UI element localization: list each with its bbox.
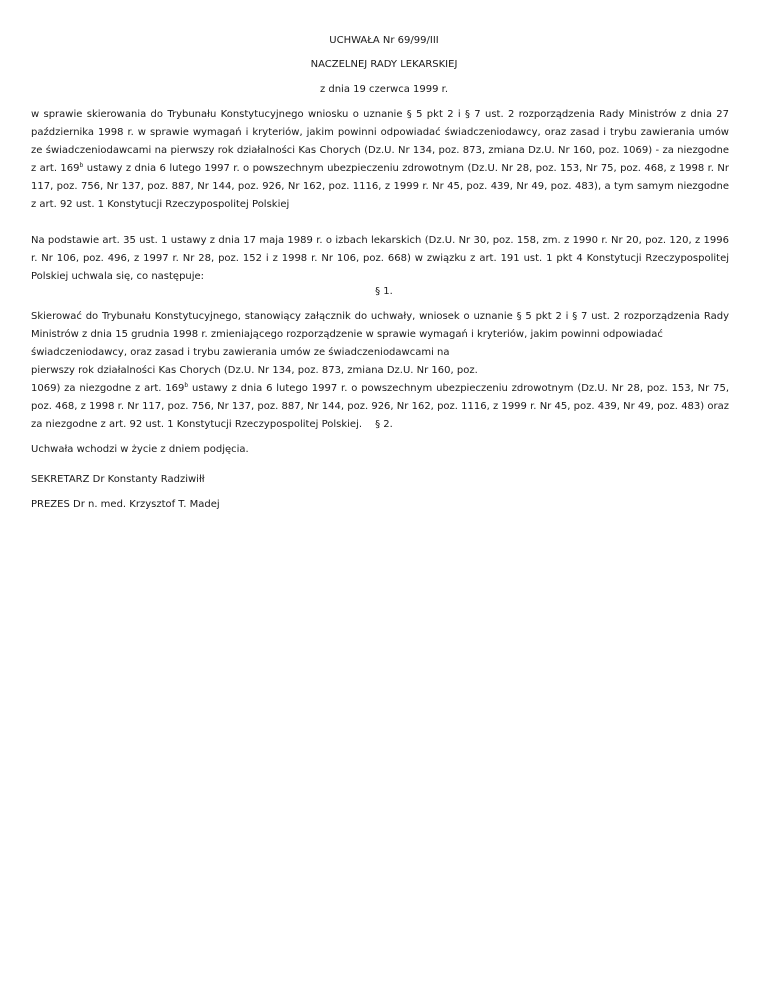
legal-basis-paragraph: Na podstawie art. 35 ust. 1 ustawy z dnia 17 maja 1989 r. o izbach lekarskich (Dz.U. Nr 30, poz. 158, zm. z 1990 r. Nr 20, poz. 120, z 1996 r. Nr 106, poz. 496, z 1997 r. Nr 28, poz. 152 i z 1998 r. Nr 106, poz. 668) w związku z art. 191 ust. 1 pkt 4 Konstytucji Rzeczypospolitej Polskiej uchwala się, co następuje: bbox=[31, 235, 729, 282]
section-1-line: pierwszy rok działalności Kas Chorych (Dz.U. Nr 134, poz. 873, zmiana Dz.U. Nr 160, poz. bbox=[31, 365, 478, 376]
subject-superscript: b bbox=[79, 162, 84, 169]
resolution-number: UCHWAŁA Nr 69/99/III bbox=[329, 35, 439, 46]
resolution-subject bbox=[31, 106, 729, 214]
subject-text-part2: ustawy z dnia 6 lutego 1997 r. o powszechnym ubezpieczeniu zdrowotnym (Dz.U. Nr 28, poz. 153, Nr 75, poz. 468, z 1998 r. Nr 117, poz. 756, Nr 137, poz. 887, Nr 144, poz. 926, Nr 162, poz. 1116, z 1999 r. Nr 45, poz. 439, Nr 49, poz. 483), a tym samym niezgodne z art. 92 ust. 1 Konstytucji Rzeczypospolitej Polskiej bbox=[31, 163, 729, 210]
secretary-signature: SEKRETARZ Dr Konstanty Radziwiłł bbox=[31, 474, 205, 485]
section-1-heading: § 1. bbox=[375, 286, 393, 297]
president-signature: PREZES Dr n. med. Krzysztof T. Madej bbox=[31, 499, 220, 510]
section-1-superscript: b bbox=[184, 382, 189, 389]
section-1-line: świadczeniodawcy, oraz zasad i trybu zawierania umów ze świadczeniodawcami na bbox=[31, 347, 450, 358]
resolution-date: z dnia 19 czerwca 1999 r. bbox=[319, 84, 449, 95]
issuing-body: NACZELNEJ RADY LEKARSKIEJ bbox=[310, 59, 458, 70]
section-1-text-part4a: 1069) za niezgodne z art. 169 bbox=[31, 383, 185, 394]
subject-text-part1: w sprawie skierowania do Trybunału Konstytucyjnego wniosku o uznanie § 5 pkt 2 i § 7 ust. 2 rozporządzenia Rady Ministrów z dnia 27 października 1998 r. w sprawie wymagań i kryteriów, jakim powinni odpowiadać świadczeniodawcy, oraz zasad i trybu zawierania umów ze świadczeniodawcami na pierwszy rok działalności Kas Chorych (Dz.U. Nr 134, poz. 873, zmiana Dz.U. Nr 160, poz. 1069) - za niezgodne z art. 169 bbox=[31, 109, 729, 174]
section-2-body: Uchwała wchodzi w życie z dniem podjęcia. bbox=[31, 444, 249, 455]
section-1-text-part4b: ustawy z dnia 6 lutego 1997 r. o powszechnym ubezpieczeniu zdrowotnym (Dz.U. Nr 28, poz. 153, Nr 75, poz. 468, z 1998 r. Nr 117, poz. 756, Nr 137, poz. 887, Nr 144, poz. 926, Nr 162, poz. 1116, z 1999 r. Nr 45, poz. 439, Nr 49, poz. 483) oraz za niezgodne z art. 92 ust. 1 Konstytucji Rzeczypospolitej Polskiej. bbox=[31, 383, 729, 430]
section-2-heading: § 2. bbox=[375, 419, 393, 430]
section-1-line: Skierować do Trybunału Konstytucyjnego, stanowiący załącznik do uchwały, wniosek o uznanie § 5 pkt 2 i § 7 ust. 2 rozporządzenia Rady Ministrów z dnia 15 grudnia 1998 r. zmieniającego rozporządzenie w sprawie wymagań i kryteriów, jakim powinni odpowiadać bbox=[31, 311, 729, 340]
